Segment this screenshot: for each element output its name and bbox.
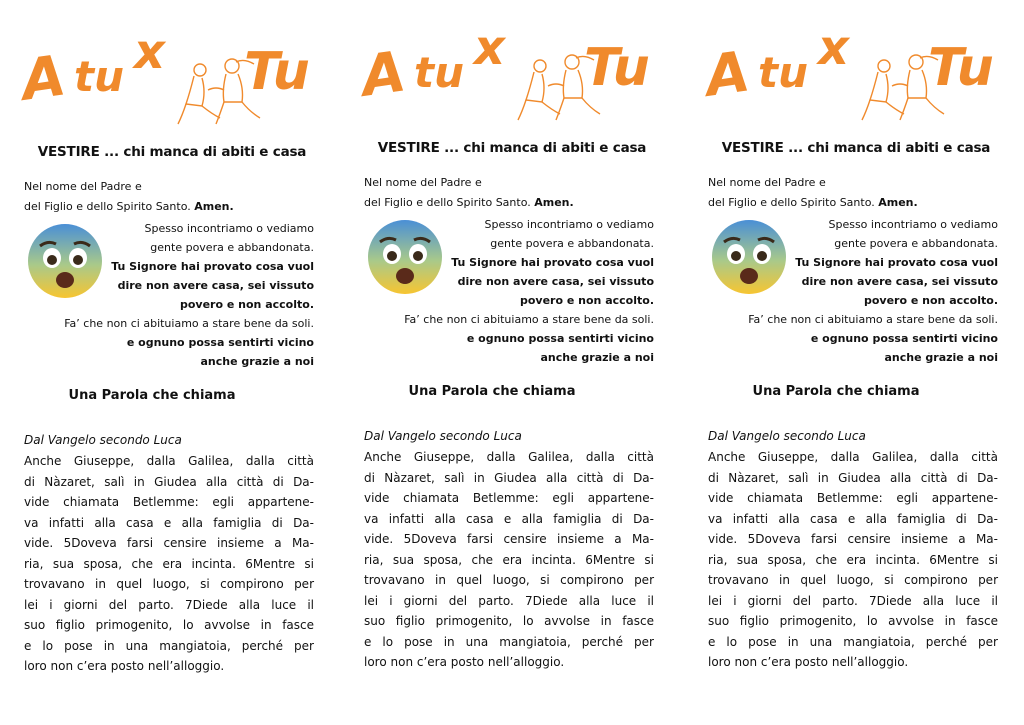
prayer-line-2 <box>24 200 234 213</box>
gospel-line: di Nàzaret, salì in Giudea alla città di Da- <box>708 470 998 485</box>
gospel-line: trovavano in quel luogo, si compirono per <box>24 577 314 591</box>
gospel-line: di Nàzaret, salì in Giudea alla città di Da- <box>24 474 314 489</box>
gospel-line: loro non c’era posto nell’alloggio. <box>708 655 909 669</box>
gospel-line: Anche Giuseppe, dalla Galilea, dalla città <box>708 450 998 464</box>
prayer-line-2 <box>364 196 574 209</box>
gospel-line: loro non c’era posto nell’alloggio. <box>24 659 225 673</box>
gospel-line: vide chiamata Betlemme: egli appartene- <box>364 491 654 505</box>
logo-letter-x: x <box>134 24 165 80</box>
logo-letter-a: A <box>357 39 410 110</box>
gospel-line: vide. 5Doveva farsi censire insieme a Ma- <box>708 532 998 546</box>
prayer-line-4: gente povera e abbandonata. <box>834 237 998 250</box>
prayer-line-9: e ognuno possa sentirti vicino <box>810 332 998 345</box>
page-title: VESTIRE ... chi manca di abiti e casa <box>377 140 647 156</box>
gospel-line: vide chiamata Betlemme: egli appartene- <box>708 491 998 505</box>
card-2 <box>357 0 662 725</box>
logo-letter-x: x <box>474 20 505 76</box>
logo-letter-tu: tu <box>758 48 808 97</box>
logo-letter-a: A <box>17 43 70 114</box>
prayer-line-3: Spesso incontriamo o vediamo <box>144 222 314 235</box>
fearful-face-icon <box>710 218 788 296</box>
gospel-line: va infatti alla casa e alla famiglia di Da- <box>24 515 314 530</box>
gospel-line: trovavano in quel luogo, si compirono per <box>364 573 654 587</box>
prayer-line-5: Tu Signore hai provato cosa vuol <box>451 256 654 269</box>
gospel-line: vide chiamata Betlemme: egli appartene- <box>24 495 314 509</box>
gospel-line: vide. 5Doveva farsi censire insieme a Ma- <box>364 532 654 546</box>
prayer-line-7: povero e non accolto. <box>520 294 654 307</box>
prayer-line-1: Nel nome del Padre e <box>708 176 826 189</box>
amen-text: Amen. <box>878 196 918 209</box>
prayer-line-5: Tu Signore hai provato cosa vuol <box>795 256 998 269</box>
prayer-line-6: dire non avere casa, sei vissuto <box>457 275 654 288</box>
gospel-line: e lo pose in una mangiatoia, perché per <box>24 638 314 653</box>
gospel-text <box>24 451 314 677</box>
prayer-line-10: anche grazie a noi <box>200 355 314 368</box>
prayer-line-4: gente povera e abbandonata. <box>490 237 654 250</box>
page-title: VESTIRE ... chi manca di abiti e casa <box>37 144 307 160</box>
prayer-line-5: Tu Signore hai provato cosa vuol <box>111 260 314 273</box>
prayer-line-9: e ognuno possa sentirti vicino <box>466 332 654 345</box>
card-3 <box>701 0 1006 725</box>
card-1 <box>17 0 322 725</box>
prayer-line-10: anche grazie a noi <box>540 351 654 364</box>
logo-letter-tu-big: Tu <box>928 38 994 98</box>
gospel-reference: Dal Vangelo secondo Luca <box>24 433 182 447</box>
prayer-line-3: Spesso incontriamo o vediamo <box>484 218 654 231</box>
gospel-line: suo figlio primogenito, lo avvolse in fasce <box>24 618 314 632</box>
prayer-line-2-text: del Figlio e dello Spirito Santo. <box>364 196 535 209</box>
logo <box>17 24 322 128</box>
prayer-line-9: e ognuno possa sentirti vicino <box>126 336 314 349</box>
prayer-line-3: Spesso incontriamo o vediamo <box>828 218 998 231</box>
logo-letter-x: x <box>818 20 849 76</box>
gospel-text <box>364 447 654 673</box>
gospel-line: loro non c’era posto nell’alloggio. <box>364 655 565 669</box>
gospel-reference: Dal Vangelo secondo Luca <box>364 429 522 443</box>
gospel-line: Anche Giuseppe, dalla Galilea, dalla città <box>24 454 314 468</box>
logo <box>701 20 1006 124</box>
logo-letter-tu-big: Tu <box>584 38 650 98</box>
prayer-line-8: Fa’ che non ci abituiamo a stare bene da soli. <box>404 313 654 326</box>
gospel-line: e lo pose in una mangiatoia, perché per <box>364 634 654 649</box>
amen-text: Amen. <box>534 196 574 209</box>
gospel-line: e lo pose in una mangiatoia, perché per <box>708 634 998 649</box>
gospel-line: vide. 5Doveva farsi censire insieme a Ma- <box>24 536 314 550</box>
gospel-line: di Nàzaret, salì in Giudea alla città di Da- <box>364 470 654 485</box>
gospel-line: lei i giorni del parto. 7Diede alla luce il <box>708 593 998 608</box>
prayer-line-2-text: del Figlio e dello Spirito Santo. <box>24 200 195 213</box>
prayer-line-6: dire non avere casa, sei vissuto <box>801 275 998 288</box>
fearful-face-icon <box>26 222 104 300</box>
amen-text: Amen. <box>194 200 234 213</box>
logo-letter-tu-big: Tu <box>244 42 310 102</box>
gospel-text <box>708 447 998 673</box>
gospel-line: trovavano in quel luogo, si compirono per <box>708 573 998 587</box>
gospel-line: Anche Giuseppe, dalla Galilea, dalla città <box>364 450 654 464</box>
prayer-line-8: Fa’ che non ci abituiamo a stare bene da soli. <box>64 317 314 330</box>
prayer-line-2 <box>708 196 918 209</box>
prayer-line-10: anche grazie a noi <box>884 351 998 364</box>
section-heading: Una Parola che chiama <box>68 388 236 403</box>
gospel-line: lei i giorni del parto. 7Diede alla luce il <box>364 593 654 608</box>
prayer-line-6: dire non avere casa, sei vissuto <box>117 279 314 292</box>
prayer-line-7: povero e non accolto. <box>864 294 998 307</box>
section-heading: Una Parola che chiama <box>408 384 576 399</box>
gospel-line: ria, sua sposa, che era incinta. 6Mentre si <box>24 556 314 571</box>
logo <box>357 20 662 124</box>
gospel-line: va infatti alla casa e alla famiglia di Da- <box>708 511 998 526</box>
logo-letter-a: A <box>701 39 754 110</box>
prayer-line-7: povero e non accolto. <box>180 298 314 311</box>
fearful-face-icon <box>366 218 444 296</box>
gospel-line: lei i giorni del parto. 7Diede alla luce il <box>24 597 314 612</box>
page-title: VESTIRE ... chi manca di abiti e casa <box>721 140 991 156</box>
logo-letter-tu: tu <box>74 52 124 101</box>
gospel-reference: Dal Vangelo secondo Luca <box>708 429 866 443</box>
prayer-line-8: Fa’ che non ci abituiamo a stare bene da soli. <box>748 313 998 326</box>
gospel-line: ria, sua sposa, che era incinta. 6Mentre si <box>364 552 654 567</box>
logo-letter-tu: tu <box>414 48 464 97</box>
gospel-line: ria, sua sposa, che era incinta. 6Mentre si <box>708 552 998 567</box>
prayer-line-1: Nel nome del Padre e <box>24 180 142 193</box>
prayer-line-4: gente povera e abbandonata. <box>150 241 314 254</box>
gospel-line: suo figlio primogenito, lo avvolse in fasce <box>364 614 654 628</box>
gospel-line: va infatti alla casa e alla famiglia di Da- <box>364 511 654 526</box>
prayer-line-2-text: del Figlio e dello Spirito Santo. <box>708 196 879 209</box>
section-heading: Una Parola che chiama <box>752 384 920 399</box>
gospel-line: suo figlio primogenito, lo avvolse in fasce <box>708 614 998 628</box>
prayer-line-1: Nel nome del Padre e <box>364 176 482 189</box>
